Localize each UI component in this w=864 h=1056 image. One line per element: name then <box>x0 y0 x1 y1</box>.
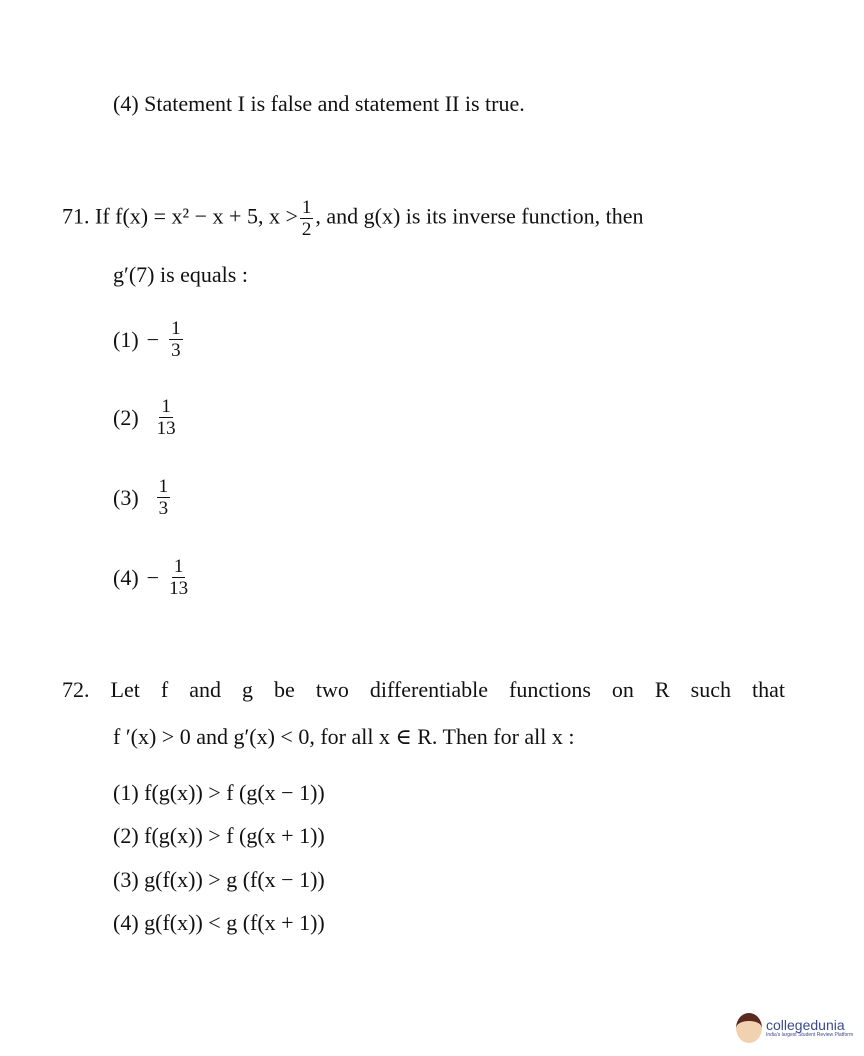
numerator: 1 <box>161 396 171 417</box>
q71-option-3[interactable] <box>113 476 172 519</box>
q72-option-4[interactable]: (4) g(f(x)) < g (f(x + 1)) <box>113 910 325 935</box>
mascot-icon <box>736 1013 762 1043</box>
denominator: 2 <box>301 219 312 240</box>
previous-question-option-4: (4) Statement I is false and statement II is true. <box>113 91 525 116</box>
option-label: (3) <box>113 484 139 510</box>
sign: − <box>146 326 160 352</box>
q72-option-1[interactable]: (1) f(g(x)) > f (g(x − 1)) <box>113 780 325 805</box>
question-72-line-1: 72. Let f and g be two differentiable functions on R such that <box>62 677 785 702</box>
sign: − <box>146 564 160 590</box>
q71-option-2[interactable] <box>113 396 178 439</box>
fraction <box>169 556 188 599</box>
option-label: (4) <box>113 564 139 590</box>
q71-option-4[interactable] <box>113 556 190 599</box>
denominator: 3 <box>171 340 181 361</box>
fraction <box>169 318 183 361</box>
fraction <box>157 396 176 439</box>
logo-name: collegedunia <box>766 1017 845 1033</box>
numerator: 1 <box>158 476 169 497</box>
q72-option-3[interactable]: (3) g(f(x)) > g (f(x − 1)) <box>113 867 325 892</box>
numerator: 1 <box>173 556 184 577</box>
q72-option-2[interactable]: (2) f(g(x)) > f (g(x + 1)) <box>113 823 325 848</box>
question-71-line-1 <box>62 197 643 240</box>
numerator: 1 <box>171 318 181 339</box>
fraction <box>157 476 171 519</box>
question-71-line-2: g′(7) is equals : <box>113 262 248 287</box>
logo-tagline: India's largest Student Review Platform <box>766 1032 854 1038</box>
option-label: (1) <box>113 326 139 352</box>
question-72-line-2: f ′(x) > 0 and g′(x) < 0, for all x ∈ R. Then for all x : <box>113 724 575 749</box>
option-label: (2) <box>113 404 139 430</box>
q71-option-1[interactable] <box>113 318 185 361</box>
denominator: 13 <box>169 578 189 599</box>
collegedunia-logo <box>736 1006 860 1050</box>
denominator: 3 <box>158 498 169 519</box>
question-number: 71. <box>62 203 90 229</box>
question-text: , and g(x) is its inverse function, then <box>315 203 644 229</box>
question-text: If f(x) = x² − x + 5, x > <box>95 203 298 229</box>
numerator: 1 <box>301 197 312 218</box>
fraction <box>300 197 314 240</box>
denominator: 13 <box>156 418 176 439</box>
